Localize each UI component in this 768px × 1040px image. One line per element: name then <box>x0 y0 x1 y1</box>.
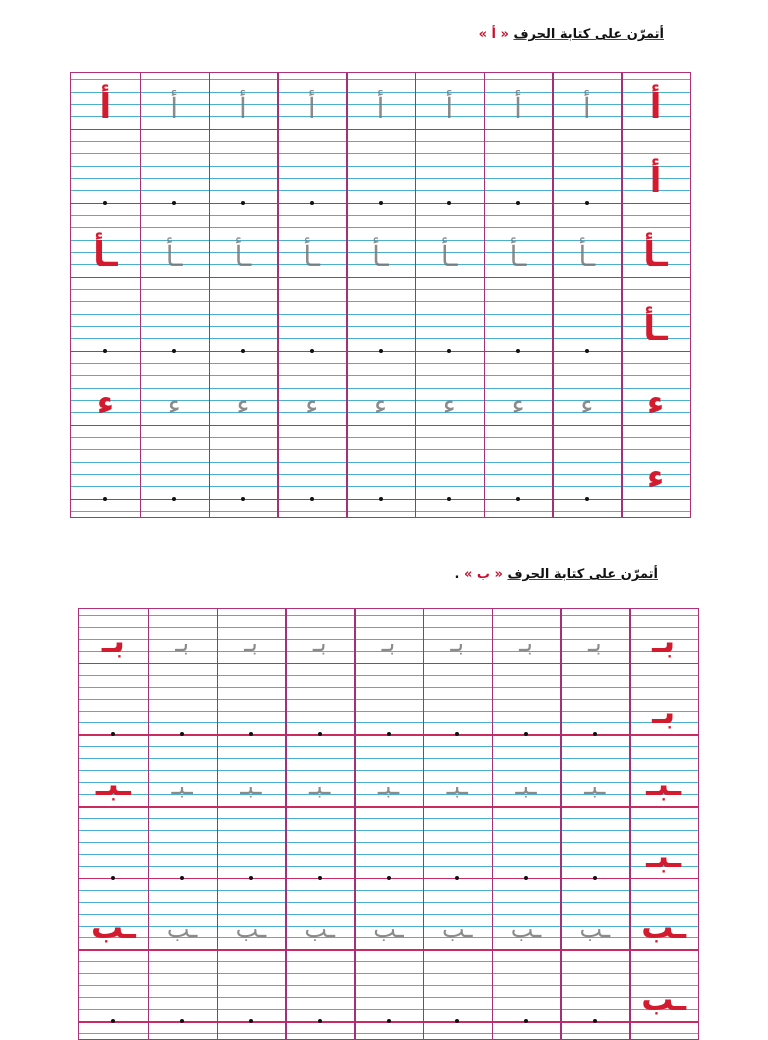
start-dot <box>593 876 597 880</box>
section-2-letter: ب <box>476 567 490 582</box>
trace-letter: أ <box>582 91 591 125</box>
model-letter-left: ـب <box>90 908 136 947</box>
guide-line <box>79 818 698 819</box>
trace-letter: بـ <box>312 628 327 657</box>
trace-letter: ـأ <box>165 239 183 273</box>
start-dot <box>516 497 520 501</box>
column-divider <box>492 609 494 1039</box>
guide-line <box>79 687 698 688</box>
guide-line <box>71 437 690 438</box>
guide-line <box>79 997 698 998</box>
trace-letter: ـب <box>579 915 611 944</box>
start-dot <box>585 497 589 501</box>
model-letter-right: ء <box>646 382 665 423</box>
guide-line <box>79 902 698 903</box>
section-2-trailing: . <box>454 567 460 582</box>
trace-letter: ـأ <box>578 239 596 273</box>
section-1-letter: أ <box>491 27 496 42</box>
trace-letter: ـأ <box>440 239 458 273</box>
trace-letter: ـأ <box>303 239 321 273</box>
section-1-instruction: أتمرّن على كتابة الحرف <box>513 27 664 42</box>
column-divider <box>346 73 348 517</box>
trace-letter: ء <box>373 387 388 421</box>
trace-letter: أ <box>170 91 179 125</box>
trace-letter: ء <box>305 387 319 421</box>
start-dot <box>172 497 176 501</box>
guide-line <box>71 289 690 290</box>
guide-line <box>79 973 698 974</box>
start-dot <box>103 349 107 353</box>
trace-letter: ء <box>236 387 250 421</box>
start-dot <box>585 201 589 205</box>
column-divider <box>423 609 425 1039</box>
guide-line <box>79 842 698 843</box>
guide-line <box>71 178 690 179</box>
start-dot <box>379 497 383 501</box>
model-letter-right: ـب <box>641 980 686 1019</box>
guide-line <box>79 890 698 891</box>
trace-letter: ـب <box>235 915 267 944</box>
trace-letter: ـبـ <box>240 772 262 801</box>
column-divider <box>140 73 142 517</box>
guide-line <box>79 985 698 986</box>
guide-line <box>71 190 690 191</box>
column-divider <box>217 609 219 1039</box>
section-1-quote-open: « <box>500 27 509 42</box>
guide-line <box>79 961 698 962</box>
trace-letter: ـب <box>166 915 198 944</box>
trace-letter: بـ <box>381 628 396 657</box>
start-dot <box>241 201 245 205</box>
start-dot <box>524 876 528 880</box>
model-letter-right: ـأ <box>643 234 668 275</box>
trace-letter: بـ <box>244 628 258 657</box>
guide-line <box>71 326 690 327</box>
trace-letter: ـب <box>304 915 336 944</box>
column-divider <box>209 73 211 517</box>
trace-letter: ـأ <box>234 239 252 273</box>
model-letter-right: ـأ <box>643 308 668 349</box>
start-dot <box>318 1019 322 1023</box>
start-dot <box>103 497 107 501</box>
model-letter-right: ـبـ <box>646 836 682 875</box>
trace-letter: ـب <box>441 915 473 944</box>
start-dot <box>180 876 184 880</box>
guide-line <box>71 338 690 339</box>
start-dot <box>387 1019 391 1023</box>
trace-letter: بـ <box>519 628 533 657</box>
trace-letter: ـبـ <box>515 772 537 801</box>
model-letter-right: ـب <box>641 908 686 947</box>
guide-line <box>71 301 690 302</box>
start-dot <box>241 497 245 501</box>
model-letter-left: بـ <box>101 621 125 660</box>
start-dot <box>103 201 107 205</box>
column-divider <box>415 73 417 517</box>
trace-letter: بـ <box>175 628 189 657</box>
practice-grid-ba <box>78 608 699 1040</box>
column-divider <box>621 73 623 517</box>
model-letter-right: أ <box>649 160 662 201</box>
start-dot <box>585 349 589 353</box>
practice-grid-alif <box>70 72 691 518</box>
start-dot <box>172 201 176 205</box>
guide-line <box>71 462 690 463</box>
model-letter-right: بـ <box>652 621 676 660</box>
column-divider <box>560 609 562 1039</box>
guide-line <box>71 363 690 364</box>
trace-letter: ـبـ <box>446 772 468 801</box>
column-divider <box>285 609 287 1039</box>
trace-letter: ـبـ <box>309 772 331 801</box>
guide-line <box>71 141 690 142</box>
trace-letter: ء <box>167 387 181 421</box>
trace-letter: أ <box>514 91 522 125</box>
column-divider <box>277 73 279 517</box>
trace-letter: أ <box>445 91 454 125</box>
start-dot <box>249 1019 253 1023</box>
column-divider <box>354 609 356 1039</box>
trace-letter: أ <box>239 91 247 125</box>
model-letter-right: ء <box>646 456 665 497</box>
trace-letter: ء <box>442 387 456 421</box>
guide-line <box>79 830 698 831</box>
start-dot <box>447 201 451 205</box>
model-letter-right: بـ <box>652 693 676 732</box>
guide-line <box>71 79 690 80</box>
start-dot <box>318 876 322 880</box>
start-dot <box>516 201 520 205</box>
trace-letter: ـبـ <box>584 772 606 801</box>
guide-line <box>79 675 698 676</box>
model-letter-left: ء <box>96 382 115 423</box>
start-dot <box>241 349 245 353</box>
trace-letter: ـأ <box>509 239 527 273</box>
guide-line <box>71 153 690 154</box>
start-dot <box>249 876 253 880</box>
section-1-quote-close: » <box>478 27 487 42</box>
section-2-heading <box>454 567 658 582</box>
column-divider <box>484 73 486 517</box>
guide-line <box>71 227 690 228</box>
model-letter-right: ـبـ <box>646 765 682 804</box>
section-2-instruction: أتمرّن على كتابة الحرف <box>507 567 658 582</box>
section-1-heading <box>479 27 664 42</box>
trace-letter: بـ <box>450 628 465 657</box>
column-divider <box>552 73 554 517</box>
guide-line <box>79 699 698 700</box>
guide-line <box>79 1009 698 1010</box>
trace-letter: ـب <box>373 915 404 944</box>
guide-line <box>79 711 698 712</box>
guide-line <box>71 449 690 450</box>
guide-line <box>71 511 690 512</box>
start-dot <box>379 349 383 353</box>
start-dot <box>310 349 314 353</box>
start-dot <box>447 349 451 353</box>
trace-letter: ـب <box>510 915 542 944</box>
guide-line <box>71 474 690 475</box>
guide-line <box>79 854 698 855</box>
trace-letter: ء <box>580 387 594 421</box>
model-letter-right: أ <box>649 86 662 127</box>
model-letter-left: أ <box>99 86 112 127</box>
guide-line <box>71 314 690 315</box>
guide-line <box>71 215 690 216</box>
trace-letter: ـأ <box>372 239 389 273</box>
trace-letter: ء <box>511 387 525 421</box>
section-2-quote-close: » <box>463 567 473 582</box>
start-dot <box>379 201 383 205</box>
guide-line <box>79 866 698 867</box>
guide-line <box>71 486 690 487</box>
guide-line <box>79 722 698 723</box>
guide-line <box>79 746 698 747</box>
start-dot <box>593 1019 597 1023</box>
start-dot <box>516 349 520 353</box>
model-letter-left: ـبـ <box>95 765 131 804</box>
start-dot <box>172 349 176 353</box>
section-2-quote-open: « <box>494 567 503 582</box>
trace-letter: ـبـ <box>171 772 193 801</box>
guide-line <box>71 375 690 376</box>
model-letter-left: ـأ <box>93 234 118 275</box>
start-dot <box>310 201 314 205</box>
trace-letter: أ <box>307 91 316 125</box>
trace-letter: ـبـ <box>377 772 400 801</box>
start-dot <box>310 497 314 501</box>
guide-line <box>71 166 690 167</box>
column-divider <box>148 609 150 1039</box>
start-dot <box>447 497 451 501</box>
guide-line <box>79 615 698 616</box>
guide-line <box>79 758 698 759</box>
trace-letter: أ <box>376 91 385 125</box>
trace-letter: بـ <box>587 628 602 657</box>
column-divider <box>629 609 631 1039</box>
start-dot <box>387 876 391 880</box>
guide-line <box>79 1033 698 1034</box>
